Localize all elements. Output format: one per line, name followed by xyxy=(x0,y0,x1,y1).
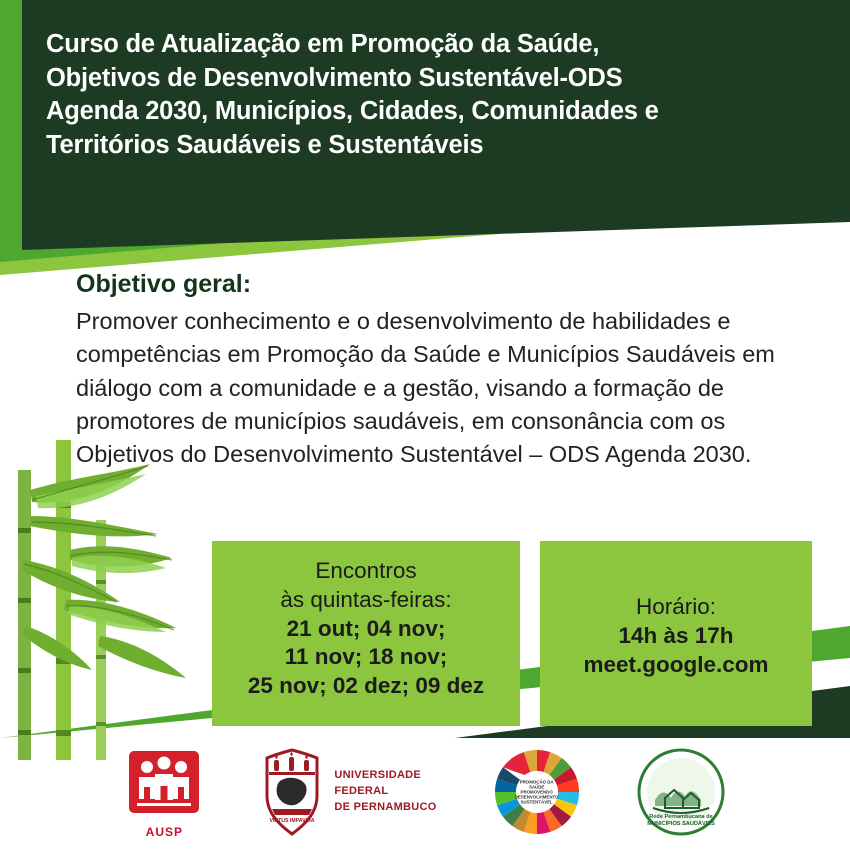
schedule-box xyxy=(540,541,812,726)
ufpe-wordmark xyxy=(334,768,436,816)
ods-label-line-4: DESENVOLVIMENTO xyxy=(514,794,559,800)
schedule-link[interactable]: meet.google.com xyxy=(583,651,769,677)
page-title xyxy=(46,28,786,163)
ods-center-label xyxy=(514,779,560,804)
ufpe-wordmark-line-3: DE PERNAMBUCO xyxy=(334,800,437,813)
ufpe-wordmark-line-1: UNIVERSIDADE xyxy=(334,769,422,782)
meetings-dates-3: 25 nov; 02 dez; 09 dez xyxy=(247,673,485,699)
ufpe-wordmark-line-2: FEDERAL xyxy=(334,785,389,798)
logo-row xyxy=(0,738,850,846)
meetings-line-2: às quintas-feiras: xyxy=(280,586,452,612)
ausp-logo xyxy=(125,744,203,840)
ods-label-line-5: SUSTENTÁVEL xyxy=(520,799,553,805)
ods-label-line-1: PROMOÇÃO DA xyxy=(519,779,554,785)
meetings-box xyxy=(212,541,520,726)
ods-label-line-2: SAÚDE xyxy=(528,784,545,790)
rede-label-line-1: Rede Pernambucana de xyxy=(648,814,713,820)
page-title-line-3: Agenda 2030, Municípios, Cidades, Comunidades e xyxy=(46,97,659,126)
schedule-label: Horário: xyxy=(635,594,717,619)
page-title-line-2: Objetivos de Desenvolvimento Sustentável-ODS xyxy=(46,63,623,92)
objective-title: Objetivo geral: xyxy=(76,270,252,298)
ods-wheel-logo xyxy=(493,744,581,840)
ausp-label: AUSP xyxy=(145,825,184,839)
meetings-dates-1: 21 out; 04 nov; xyxy=(286,615,446,641)
page-title-line-4: Territórios Saudáveis e Sustentáveis xyxy=(46,130,484,159)
rede-pernambucana-logo xyxy=(637,744,725,840)
page-title-line-1: Curso de Atualização em Promoção da Saúde, xyxy=(46,30,600,58)
ufpe-logo xyxy=(259,744,436,840)
meetings-line-1: Encontros xyxy=(315,558,417,583)
svg-text:VIRTUS IMPAVIDA: VIRTUS IMPAVIDA xyxy=(269,818,315,824)
objective-section xyxy=(76,270,804,472)
meetings-dates-2: 11 nov; 18 nov; xyxy=(284,644,448,670)
bamboo-illustration xyxy=(0,430,215,760)
rede-label-line-2: MUNICÍPIOS SAUDÁVEIS xyxy=(646,821,715,827)
ufpe-crest-icon xyxy=(259,746,325,838)
ods-label-line-3: PROMOVENDO xyxy=(520,789,553,795)
objective-body: Promover conhecimento e o desenvolvimento de habilidades e competências em Promoção da Saúde e Municípios Saudáveis em diálogo com a comunidade e a gestão, visando a formação de promotores de municípios saudáveis, em consonância com os Objetivos do Desenvolvimento Sustentável – ODS Agenda 2030. xyxy=(76,308,775,468)
schedule-time: 14h às 17h xyxy=(618,622,734,648)
rede-pernambucana-icon xyxy=(637,748,725,836)
